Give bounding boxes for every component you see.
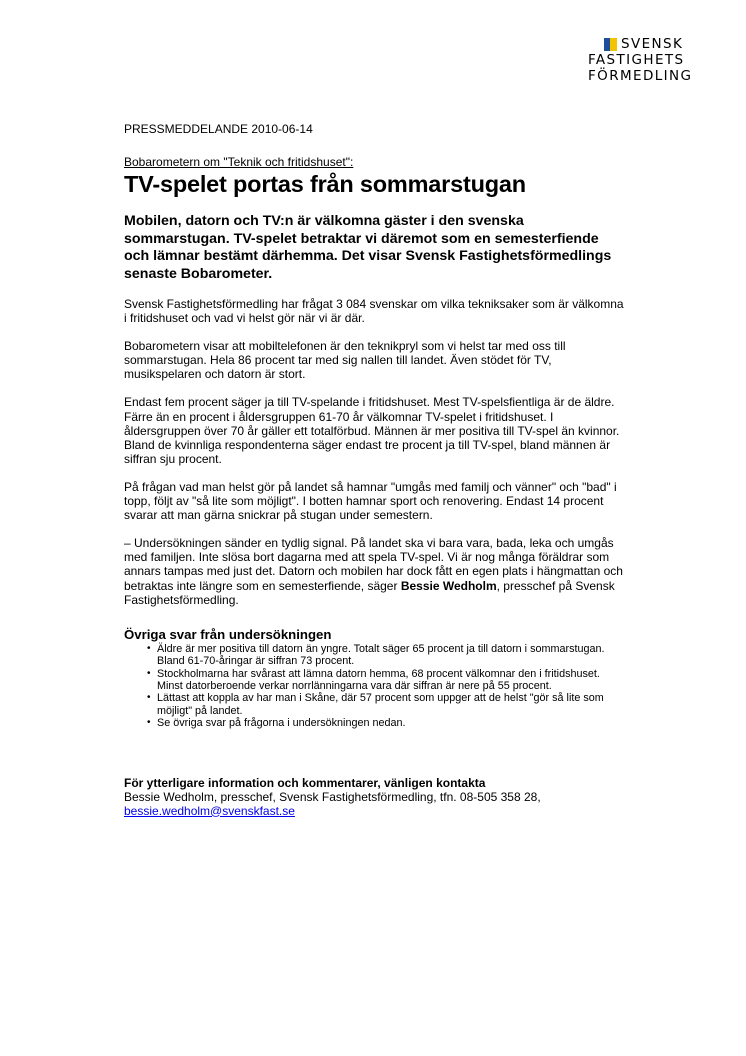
contact-email-link[interactable]: bessie.wedholm@svenskfast.se [124,803,295,818]
bullet-list [124,643,624,730]
paragraph: Endast fem procent säger ja till TV-spelande i fritidshuset. Mest TV-spelsfientliga är de äldre. Färre än en procent i åldersgruppen 61-70 år välkomnar TV-spelet i fritidshuset. I åldersgruppen över 70 år gäller ett totalförbud. Männen är mer positiva till TV-spel än kvinnor. Bland de kvinnliga respondenterna säger endast tre procent ja till TV-spel, bland männen är siffran sju procent. [124,395,620,466]
quote-text: – Undersökningen sänder en tydlig signal. På landet ska vi bara vara, bada, leka och umgås med familjen. Inte slösa bort dagarna med att spela TV-spel. Vi är nog många föräldrar som annars tampas med just det. Datorn och mobilen har dock fått en egen plats i hängmattan och betraktas inte längre som en semesterfiende, säger [124,536,623,593]
paragraph: På frågan vad man helst gör på landet så hamnar "umgås med familj och vänner" och "bad" i topp, följt av "så lite som möjligt". I botten hamnar sport och renovering. Endast 14 procent svarar att man gärna snickrar på stugan under semestern. [124,479,617,523]
quote-speaker: Bessie Wedholm [400,578,497,593]
press-release-dateline: PRESSMEDDELANDE 2010-06-14 [124,122,313,136]
paragraph: Svensk Fastighetsförmedling har frågat 3 084 svenskar om vilka tekniksaker som är välkomna i fritidshuset och vad vi helst gör när vi är där. [124,297,624,326]
list-item [147,717,624,730]
swedish-flag-icon [604,38,617,51]
bullet-icon: • [147,692,151,704]
logo-text-line3: FÖRMEDLING [588,68,693,84]
list-item-text: Äldre är mer positiva till datorn än yngre. Totalt säger 65 procent ja till datorn i sommarstugan. Bland 61-70-åringar är siffran 73 procent. [157,642,605,668]
contact-heading: För ytterligare information och kommentarer, vänligen kontakta [124,775,486,790]
bullet-icon: • [147,642,151,654]
list-item [147,667,624,693]
contact-block [124,776,624,818]
quote-suffix: , presschef på Svensk Fastighetsförmedling. [124,578,615,607]
quote-paragraph [124,536,624,606]
list-item [147,642,624,668]
contact-line: Bessie Wedholm, presschef, Svensk Fastighetsförmedling, tfn. 08-505 358 28, [124,789,541,804]
list-item-text: Lättast att koppla av har man i Skåne, där 57 procent som uppger att de helst "gör så lite som möjligt" på landet. [157,692,604,717]
logo-row-2 [588,52,724,68]
article-body [124,155,624,818]
logo-text-line1: SVENSK [621,36,684,52]
section-heading: Övriga svar från undersökningen [124,626,332,642]
list-item-text: Stockholmarna har svårast att lämna datorn hemma, 68 procent välkomnar den i fritidshuset. Minst datorberoende verkar norrlänningarna vara där siffran är nere på 55 procent. [157,667,600,692]
company-logo [588,36,724,84]
bullet-icon: • [147,717,151,729]
lead-paragraph: Mobilen, datorn och TV:n är välkomna gäster i den svenska sommarstugan. TV-spelet betraktar vi däremot som en semesterfiende och lämnar bestämt därhemma. Det visar Svensk Fastighetsförmedlings senaste Bobarometer. [124,213,612,282]
list-item-text: Se övriga svar på frågorna i undersökningen nedan. [157,717,406,730]
bullet-icon: • [147,667,151,679]
paragraph: Bobarometern visar att mobiltelefonen är den teknikpryl som vi helst tar med oss till sommarstugan. Hela 86 procent tar med sig nallen till landet. Även stödet för TV, musikspelaren och datorn är stort. [124,339,566,382]
page-title: TV-spelet portas från sommarstugan [124,171,526,197]
list-item [147,692,624,717]
logo-text-line2: FASTIGHETS [588,52,685,68]
logo-row-1 [604,36,724,52]
logo-row-3 [588,68,724,84]
kicker: Bobarometern om "Teknik och fritidshuset": [124,155,354,169]
